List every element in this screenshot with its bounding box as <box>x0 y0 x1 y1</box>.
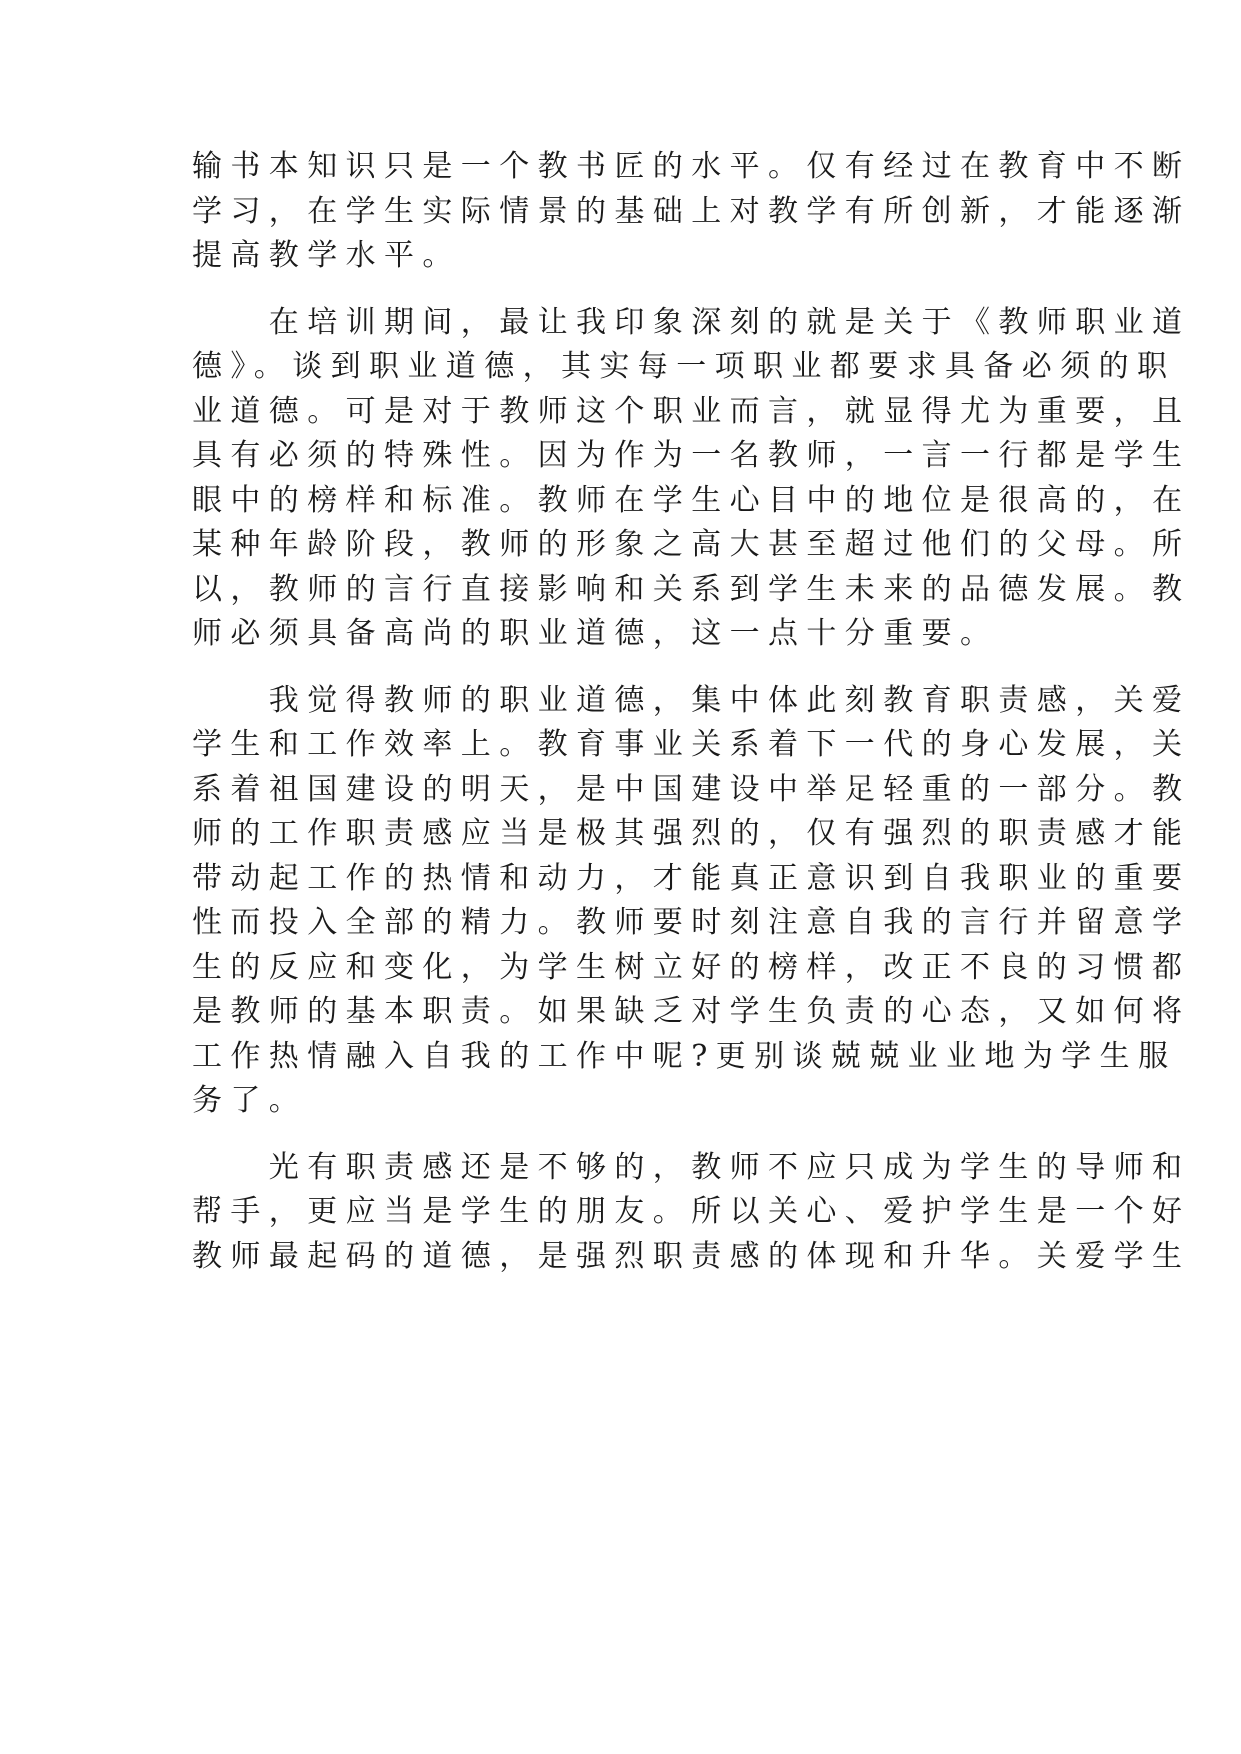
text-line: 工作热情融入自我的工作中呢?更别谈兢兢业业地为学生服 <box>192 1038 1177 1074</box>
text-line: 务了。 <box>192 1083 308 1118</box>
text-line: 以，教师的言行直接影响和关系到学生未来的品德发展。教 <box>192 571 1191 607</box>
text-line: 眼中的榜样和标准。教师在学生心目中的地位是很高的，在 <box>192 482 1191 518</box>
text-line: 师的工作职责感应当是极其强烈的，仅有强烈的职责感才能 <box>192 816 1191 851</box>
text-line: 带动起工作的热情和动力，才能真正意识到自我职业的重要 <box>192 860 1191 896</box>
text-line: 教师最起码的道德，是强烈职责感的体现和升华。关爱学生 <box>192 1238 1191 1274</box>
text-line: 学习，在学生实际情景的基础上对教学有所创新，才能逐渐 <box>192 193 1191 229</box>
text-line: 输书本知识只是一个教书匠的水平。仅有经过在教育中不断 <box>192 149 1191 184</box>
text-line: 师必须具备高尚的职业道德，这一点十分重要。 <box>192 616 999 651</box>
paragraph-1 <box>192 145 1191 279</box>
text-line: 性而投入全部的精力。教师要时刻注意自我的言行并留意学 <box>192 905 1191 940</box>
text-line: 系着祖国建设的明天，是中国建设中举足轻重的一部分。教 <box>192 771 1191 807</box>
text-line: 我觉得教师的职业道德，集中体此刻教育职责感，关爱 <box>192 682 1191 718</box>
text-line: 具有必须的特殊性。因为作为一名教师，一言一行都是学生 <box>192 438 1191 473</box>
paragraph-2 <box>192 301 1191 657</box>
paragraph-4 <box>192 1146 1191 1280</box>
paragraph-spacer <box>192 657 1052 679</box>
paragraph-spacer <box>192 279 1052 301</box>
text-line: 业道德。可是对于教师这个职业而言，就显得尤为重要，且 <box>192 393 1191 429</box>
document-body <box>192 145 1191 1279</box>
paragraph-spacer <box>192 1124 1052 1146</box>
text-line: 学生和工作效率上。教育事业关系着下一代的身心发展，关 <box>192 727 1191 762</box>
text-line: 德》。谈到职业道德，其实每一项职业都要求具备必须的职 <box>192 349 1176 384</box>
paragraph-3 <box>192 679 1191 1124</box>
text-line: 是教师的基本职责。如果缺乏对学生负责的心态，又如何将 <box>192 994 1191 1029</box>
text-line: 光有职责感还是不够的，教师不应只成为学生的导师和 <box>192 1149 1191 1185</box>
text-line: 帮手，更应当是学生的朋友。所以关心、爱护学生是一个好 <box>192 1194 1191 1229</box>
text-line: 某种年龄阶段，教师的形象之高大甚至超过他们的父母。所 <box>192 527 1191 562</box>
text-line: 提高教学水平。 <box>192 238 461 273</box>
text-line: 在培训期间，最让我印象深刻的就是关于《教师职业道 <box>192 304 1191 340</box>
text-line: 生的反应和变化，为学生树立好的榜样，改正不良的习惯都 <box>192 949 1191 985</box>
